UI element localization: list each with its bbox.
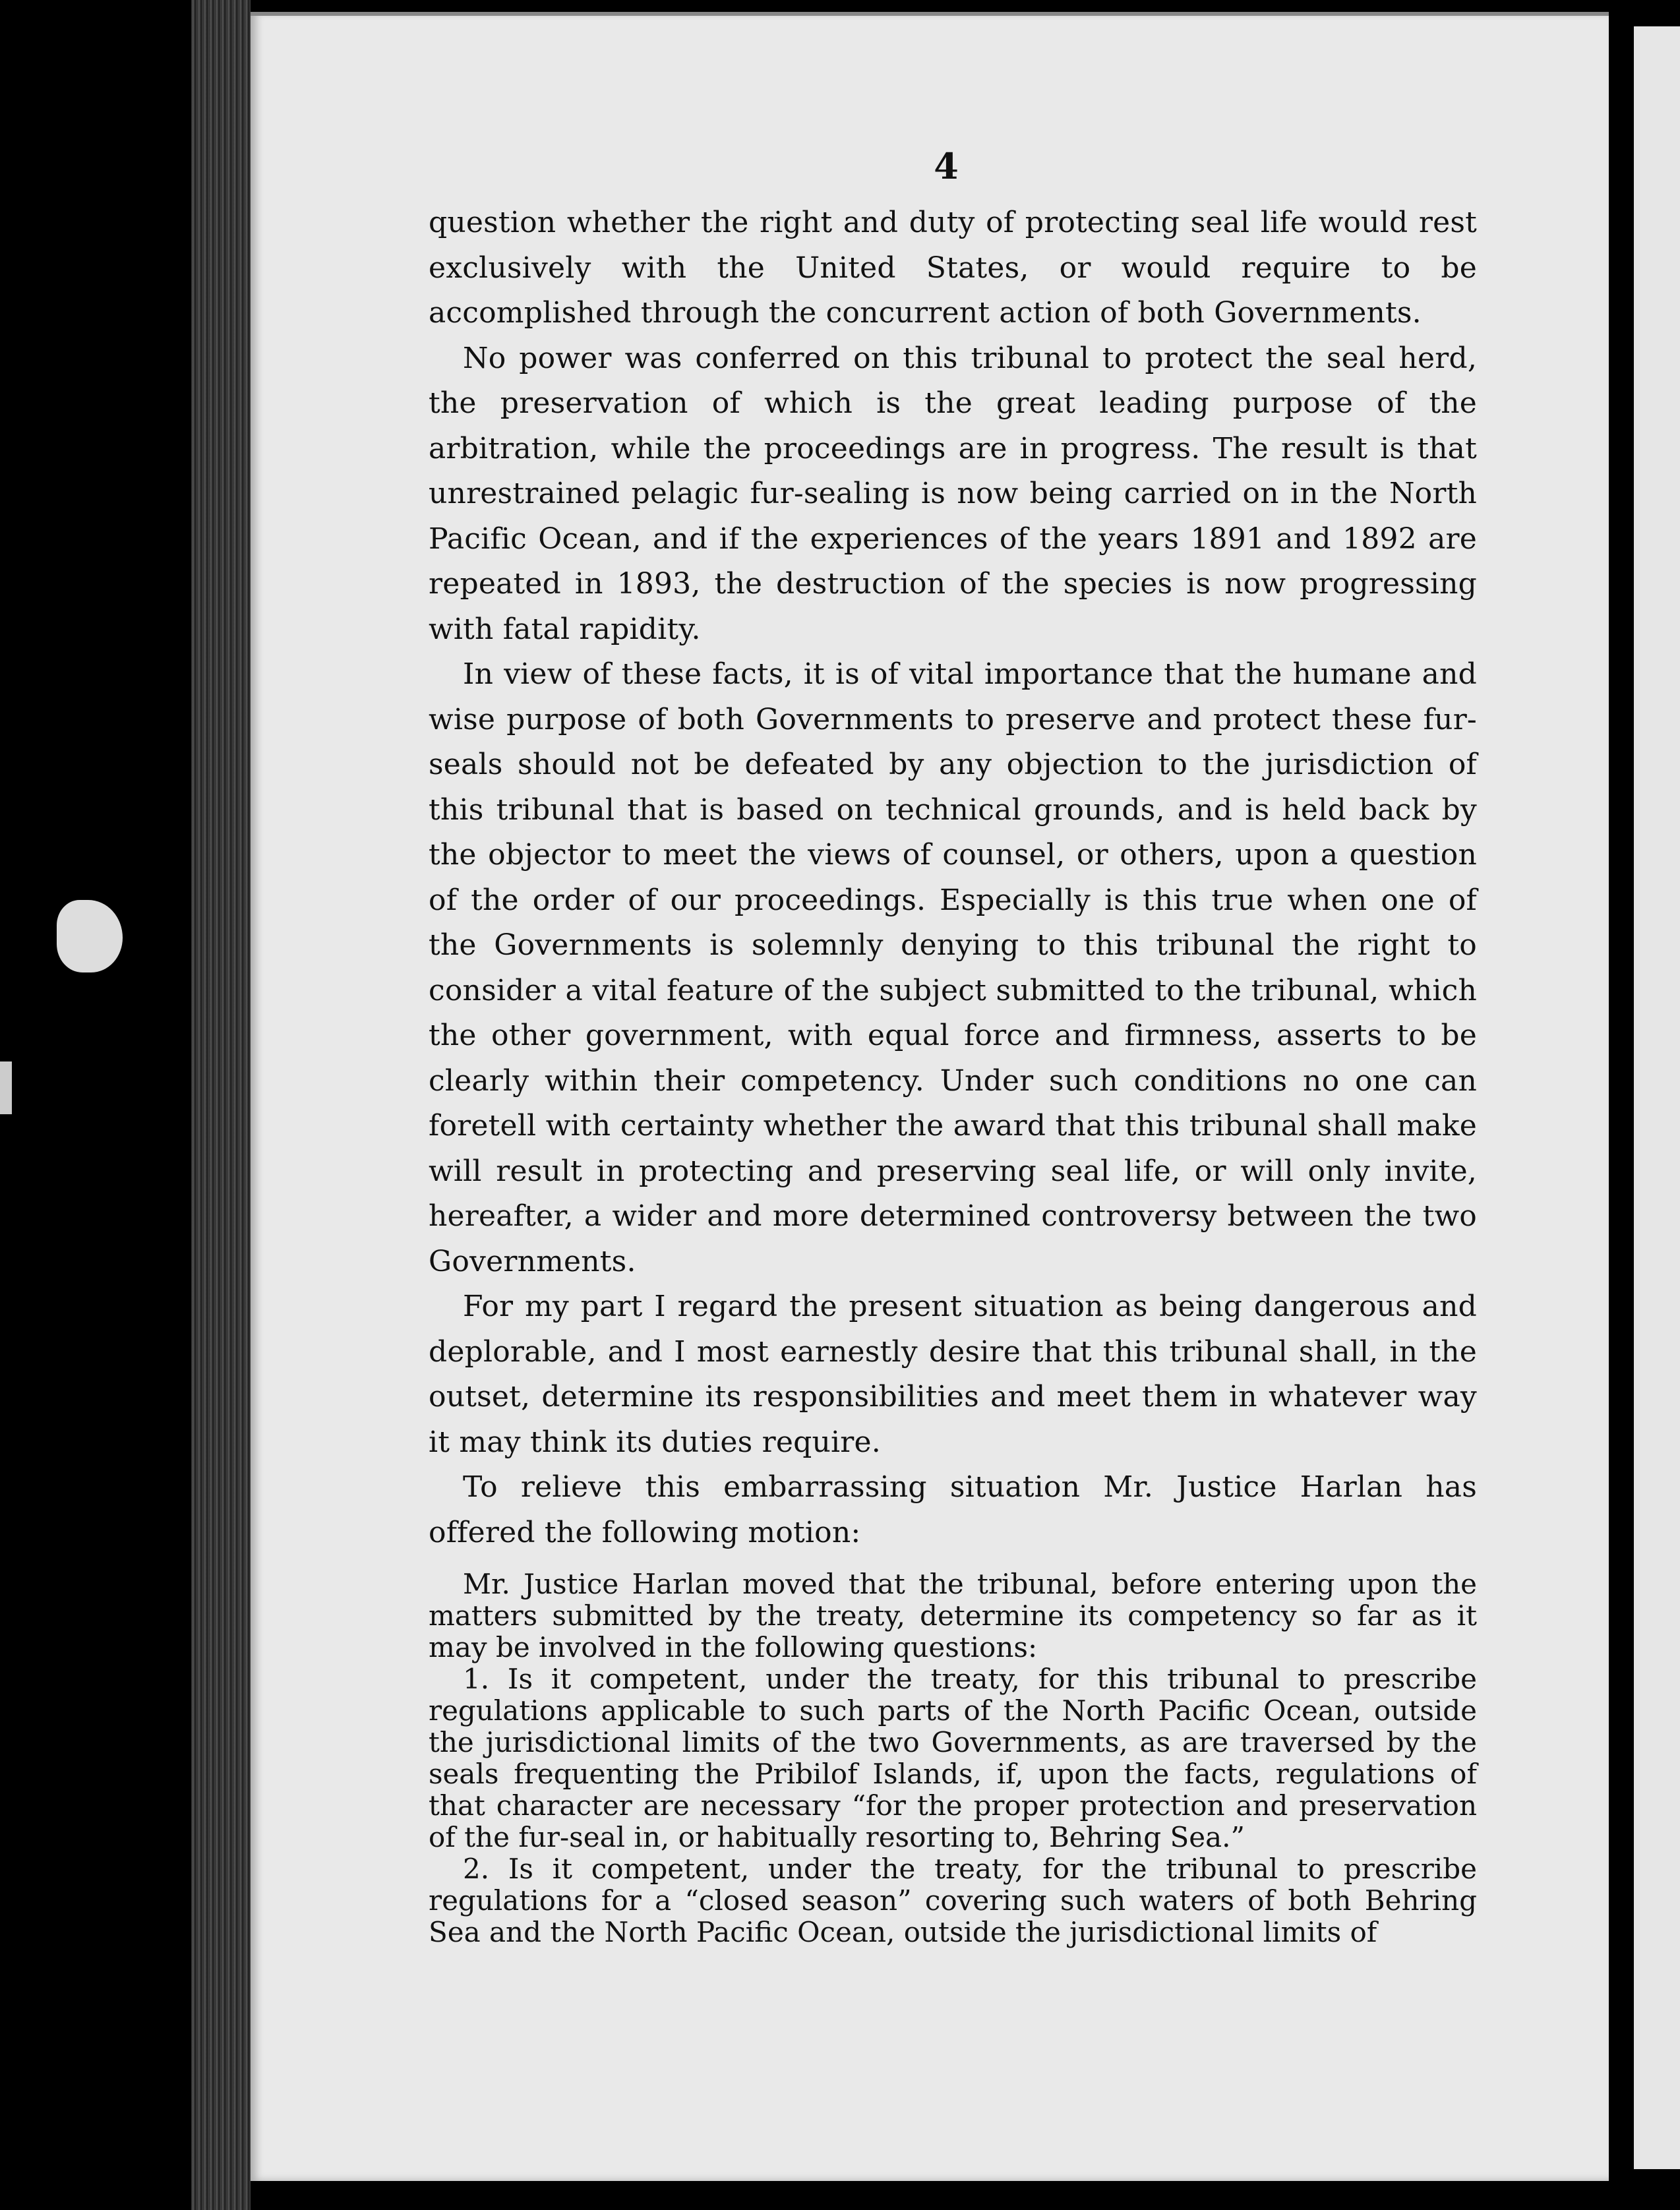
facing-page-edge [1634,26,1680,2169]
paragraph-5: To relieve this embarrassing situation Mr. Justice Harlan has offered the following motion: [429,1470,1477,1549]
paragraph-2: No power was conferred on this tribunal to protect the seal herd, the preservation of which is the great leading purpose of the arbitration, while the proceedings are in progress. The result is that unrestrained pelagic fur-sealing is now being carried on in the North Pacific Ocean, and if the experiences of the years 1891 and 1892 are repeated in 1893, the destruction of the species is now progressing with fatal rapidity. [429,341,1477,646]
torn-paper-mark [57,900,123,972]
page-number: 4 [934,145,959,187]
page-top-border [251,12,1609,16]
motion-intro: Mr. Justice Harlan moved that the tribunal, before entering upon the matters submitted by the treaty, determine its competency so far as it may be involved in the following questions: [429,1568,1477,1663]
paragraph-4: For my part I regard the present situation as being dangerous and deplorable, and I most earnestly desire that this tribunal shall, in the outset, determine its responsibilities and meet them in whatever way it may think its duties require. [429,1290,1477,1459]
page-content [429,145,1477,1948]
motion-question-2: 2. Is it competent, under the treaty, for the tribunal to prescribe regulations for a “closed season” covering such waters of both Behring Sea and the North Pacific Ocean, outside the jurisdictional limits of [429,1853,1477,1948]
torn-paper-mark-small [0,1061,12,1114]
paragraph-1: question whether the right and duty of protecting seal life would rest exclusively with the United States, or would require to be accomplished through the concurrent action of both Governments. [429,206,1477,330]
motion-question-1: 1. Is it competent, under the treaty, for this tribunal to prescribe regulations applicable to such parts of the North Pacific Ocean, outside the jurisdictional limits of the two Governments, as are traversed by the seals frequenting the Pribilof Islands, if, upon the facts, regulations of that character are necessary “for the proper protection and preservation of the fur-seal in, or habitually resorting to, Behring Sea.” [429,1663,1477,1853]
quoted-motion [429,1568,1477,1948]
paragraph-3: In view of these facts, it is of vital importance that the humane and wise purpose of both Governments to preserve and protect these fur-seals should not be defeated by any objection to the jurisdiction of this tribunal that is based on technical grounds, and is held back by the objector to meet the views of counsel, or others, upon a question of the order of our proceedings. Especially is this true when one of the Governments is solemnly denying to this tribunal the right to consider a vital feature of the subject submitted to the tribunal, which the other government, with equal force and firmness, asserts to be clearly within their competency. Under such conditions no one can foretell with certainty whether the award that this tribunal shall make will result in protecting and preserving seal life, or will only invite, hereafter, a wider and more determined controversy between the two Governments. [429,657,1477,1278]
book-page-edges [191,0,251,2210]
